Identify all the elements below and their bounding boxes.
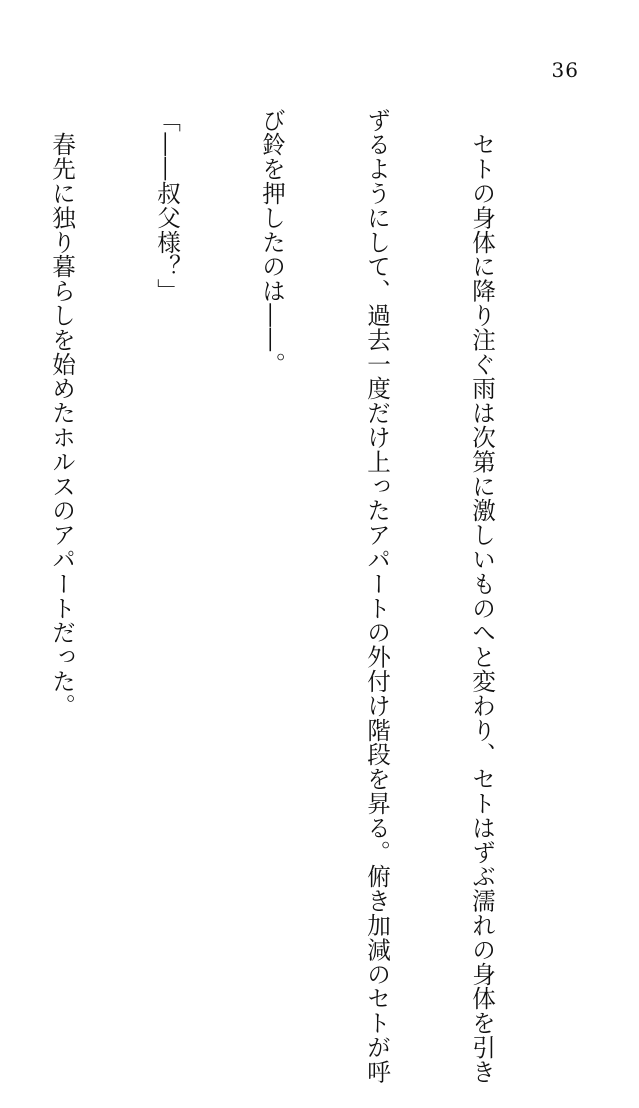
text-line: 春先に独り暮らしを始めたホルスのアパートだった。 [48,108,76,718]
text-line: 「――叔父様？」 [153,108,181,304]
vertical-text-body [0,108,569,1084]
text-line: ずるようにして、過去一度だけ上ったアパートの外付け階段を昇る。俯き加減のセトが呼 [363,108,391,1084]
text-line: セトの身体に降り注ぐ雨は次第に激しいものへと変わり、セトはずぶ濡れの身体を引き [468,108,496,1084]
page-number: 36 [551,58,579,82]
text-line: び鈴を押したのは――。 [258,108,286,377]
